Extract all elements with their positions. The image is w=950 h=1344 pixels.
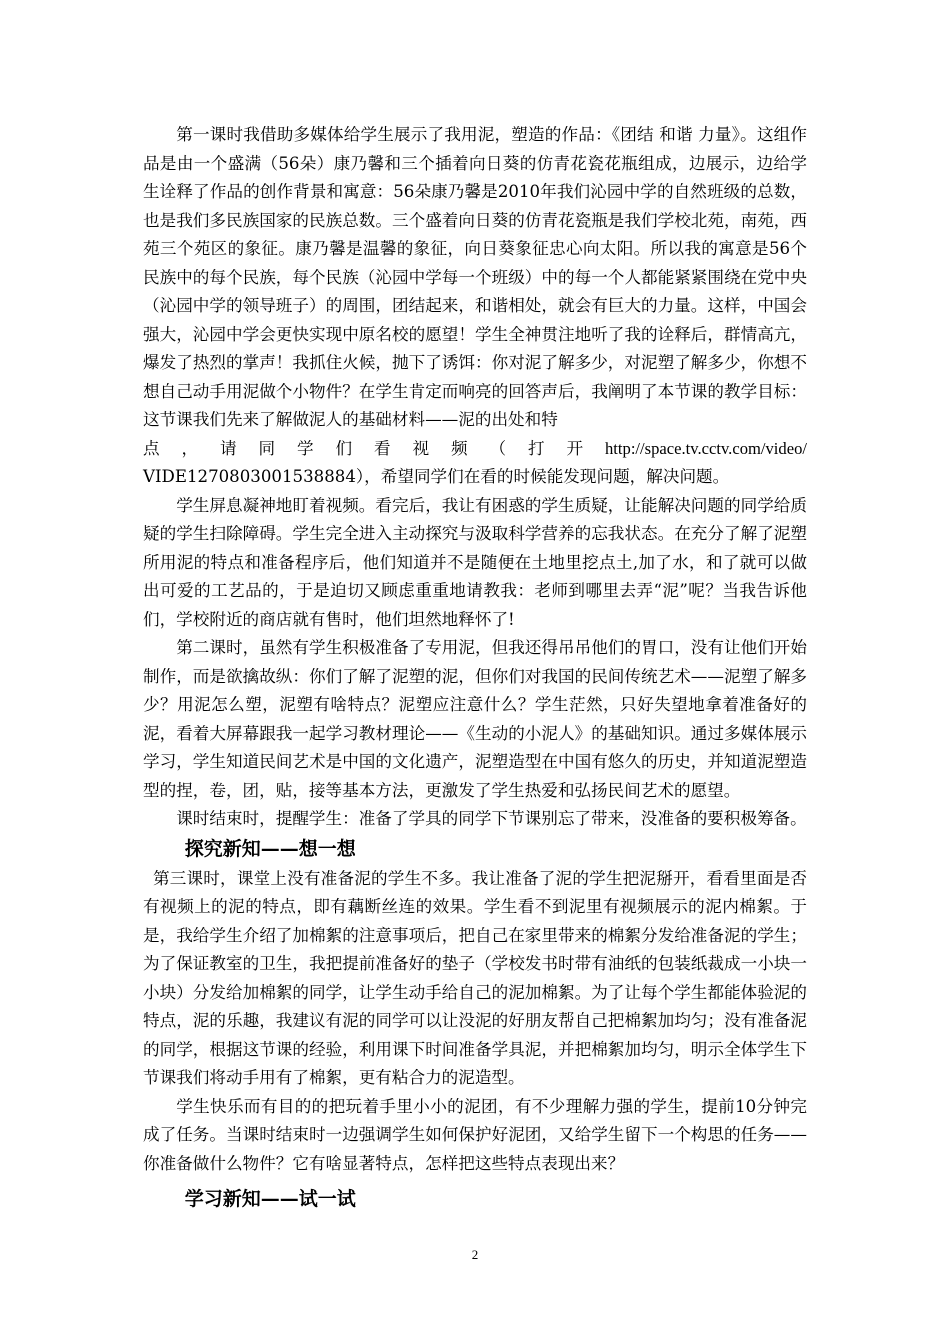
spread-char: 视	[412, 438, 430, 458]
paragraph-first-lesson-end: VIDE1270803001538884），希望同学们在看的时候能发现问题，解决问题。	[143, 467, 730, 486]
spread-char: 开	[566, 438, 584, 458]
video-url: http://space.tv.cctv.com/video/	[605, 438, 807, 458]
spread-char: 同	[258, 438, 276, 458]
spread-char: 学	[297, 438, 314, 458]
spread-char: 点	[143, 438, 160, 458]
section-heading-think: 探究新知——想一想	[184, 837, 356, 860]
justified-line	[143, 435, 807, 464]
paragraph-watch-video: 学生屏息凝神地盯着视频。看完后，我让有困惑的学生质疑，让能解决问题的同学给质疑的学生扫除障碍。学生完全进入主动探究与汲取科学营养的忘我状态。在充分了解了泥塑所用泥的特点和准备程序后，他们知道并不是随便在土地里挖点土,加了水，和了就可以做出可爱的工艺品的，于是迫切又顾虑重重地请教我：老师到哪里去弄“泥”呢？当我告诉他们，学校附近的商店就有售时，他们坦然地释怀了!	[143, 495, 807, 629]
spread-char: 们	[335, 438, 353, 458]
spread-char: 请	[220, 438, 237, 458]
document-body	[143, 121, 807, 1215]
page-number: 2	[471, 1247, 479, 1262]
spread-char: 频	[451, 438, 468, 458]
spread-char: 看	[374, 438, 391, 458]
paragraph-clay-play: 学生快乐而有目的的把玩着手里小小的泥团，有不少理解力强的学生，提前10分钟完成了任务。当课时结束时一边强调学生如何保护好泥团，又给学生留下一个构思的任务——你准备做什么物件？它有啥显著特点，怎样把这些特点表现出来？	[143, 1096, 807, 1173]
paragraph-first-lesson: 第一课时我借助多媒体给学生展示了我用泥，塑造的作品：《团结 和谐 力量》。这组作品是由一个盛满（56朵）康乃馨和三个插着向日葵的仿青花瓷花瓶组成，边展示，边给学生诠释了作品的创作背景和寓意：56朵康乃馨是2010年我们沁园中学的自然班级的总数，也是我们多民族国家的民族总数。三个盛着向日葵的仿青花瓷瓶是我们学校北苑，南苑，西苑三个苑区的象征。康乃馨是温馨的象征，向日葵象征忠心向太阳。所以我的寓意是56个民族中的每个民族，每个民族（沁园中学每一个班级）中的每一个人都能紧紧围绕在党中央（沁园中学的领导班子）的周围，团结起来，和谐相处，就会有巨大的力量。这样，中国会强大，沁园中学会更快实现中原名校的愿望！学生全神贯注地听了我的诠释后，群情高亢，爆发了热烈的掌声！我抓住火候，抛下了诱饵：你对泥了解多少，对泥塑了解多少，你想不想自己动手用泥做个小物件？在学生肯定而响亮的回答声后，我阐明了本节课的教学目标：这节课我们先来了解做泥人的基础材料——泥的出处和特	[143, 125, 807, 429]
section-heading-try: 学习新知——试一试	[184, 1188, 356, 1210]
paragraph-second-lesson: 第二课时，虽然有学生积极准备了专用泥，但我还得吊吊他们的胃口，没有让他们开始制作，而是欲擒故纵：你们了解了泥塑的泥，但你们对我国的民间传统艺术——泥塑了解多少？用泥怎么塑，泥塑有啥特点？泥塑应注意什么？学生茫然，只好失望地拿着准备好的泥，看着大屏幕跟我一起学习教材理论——《生动的小泥人》的基础知识。通过多媒体展示学习，学生知道民间艺术是中国的文化遗产，泥塑造型在中国有悠久的历史，并知道泥塑造型的捏，卷，团，贴，接等基本方法，更激发了学生热爱和弘扬民间艺术的愿望。	[143, 638, 807, 800]
spread-char: （	[489, 438, 507, 458]
paragraph-reminder: 课时结束时，提醒学生：准备了学具的同学下节课别忘了带来，没准备的要积极筹备。	[176, 809, 807, 828]
spread-char: 打	[528, 438, 545, 458]
spread-char: ，	[181, 438, 199, 458]
paragraph-third-lesson: 第三课时，课堂上没有准备泥的学生不多。我让准备了泥的学生把泥掰开，看看里面是否有视频上的泥的特点，即有藕断丝连的效果。学生看不到泥里有视频展示的泥内棉絮。于是，我给学生介绍了加棉絮的注意事项后，把自己在家里带来的棉絮分发给准备泥的学生；为了保证教室的卫生，我把提前准备好的垫子（学校发书时带有油纸的包装纸裁成一小块一小块）分发给加棉絮的同学，让学生动手给自己的泥加棉絮。为了让每个学生都能体验泥的特点，泥的乐趣，我建议有泥的同学可以让没泥的好朋友帮自己把棉絮加均匀；没有准备泥的同学，根据这节课的经验，利用课下时间准备学具泥，并把棉絮加均匀，明示全体学生下节课我们将动手用有了棉絮，更有粘合力的泥造型。	[143, 868, 807, 1087]
